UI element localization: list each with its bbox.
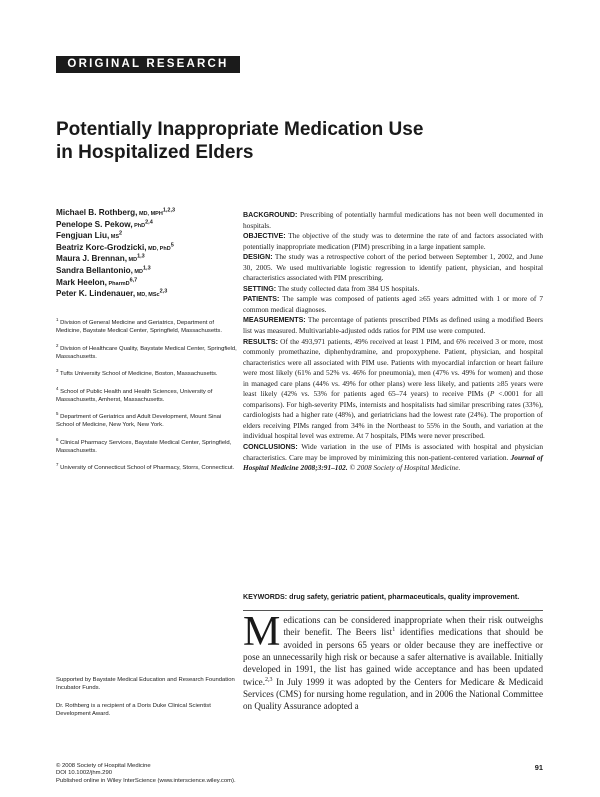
funding-notes — [56, 676, 238, 728]
divider — [243, 610, 543, 611]
affiliation-text: School of Public Health and Health Sciences, University of Massachusetts, Amherst, Massachusetts. — [56, 388, 213, 403]
affiliation — [56, 464, 238, 472]
affiliation — [56, 370, 238, 378]
journal-volume: 2008;3:91–102. — [298, 463, 348, 473]
affiliation — [56, 319, 238, 335]
p-value-symbol: P — [489, 389, 495, 399]
affiliation-text: Department of Geriatrics and Adult Development, Mount Sinai School of Medicine, New York, New York. — [56, 414, 222, 429]
author-degree: MD — [126, 257, 138, 264]
affiliation-text: Clinical Pharmacy Services, Baystate Medical Center, Springfield, Massachusetts. — [56, 439, 232, 454]
abstract-results — [243, 337, 543, 442]
author-name: Peter K. Lindenauer, — [56, 289, 136, 299]
author-degree: MD, MPH — [137, 211, 163, 217]
abstract-label: CONCLUSIONS: — [243, 443, 298, 452]
author-degree: MS — [109, 234, 119, 241]
author-affil-ref: 5 — [170, 242, 174, 249]
abstract-patients — [243, 294, 543, 315]
abstract-label: DESIGN: — [243, 253, 273, 262]
title-line-1: Potentially Inappropriate Medication Use — [56, 119, 424, 140]
affiliation — [56, 413, 238, 429]
abstract-text: The sample was composed of patients aged ≥65 years admitted with 1 or more of 7 common medical diagnoses. — [243, 294, 543, 314]
author-degree: MD — [132, 268, 143, 275]
author-name: Mark Heelon, — [56, 277, 107, 287]
author — [56, 289, 236, 301]
affiliation-number: 5 — [56, 411, 59, 417]
abstract-label: BACKGROUND: — [243, 211, 298, 219]
affiliation — [56, 385, 238, 404]
footer-published: Published online in Wiley InterScience (www.interscience.wiley.com). — [56, 777, 236, 784]
affiliation-text: University of Connecticut School of Pharmacy, Storrs, Connecticut. — [58, 465, 235, 472]
author-degree: MD, MSc — [135, 292, 160, 299]
author — [56, 254, 236, 266]
body-text-segment: In July 1999 it was adopted by the Centers for Medicare & Medicaid Services (CMS) for nursing home regulation, and in 2006 the National Committee on Quality Assurance adopted a — [243, 676, 543, 712]
abstract-text: The percentage of patients prescribed PIMs as defined using a modified Beers list was measured. Multivariable-adjusted odds ratios for PIM use were computed. — [243, 315, 543, 336]
author — [56, 208, 236, 220]
affiliation-text: Tufts University School of Medicine, Boston, Massachusetts. — [58, 371, 218, 378]
abstract-background — [243, 210, 543, 231]
footer-copyright: © 2008 Society of Hospital Medicine — [56, 763, 151, 769]
abstract-text: Prescribing of potentially harmful medications has not been well documented in hospitals. — [243, 210, 543, 230]
author — [56, 278, 236, 290]
affiliation — [56, 436, 238, 455]
keywords — [243, 592, 543, 602]
affiliation-number: 1 — [56, 317, 59, 323]
abstract-text: The study was a retrospective cohort of the period between September 1, 2002, and June 30, 2005. We used multivariable logistic regression to identify patient, physician, and hospital characteristics associated with PIM prescribing. — [243, 252, 543, 283]
author-affil-ref: 2,3 — [159, 288, 168, 295]
author-name: Michael B. Rothberg, — [56, 208, 138, 217]
affiliation-number: 2 — [56, 342, 59, 348]
section-banner: ORIGINAL RESEARCH — [56, 56, 240, 73]
affiliation-number: 6 — [56, 436, 59, 442]
author-name: Maura J. Brennan, — [56, 254, 127, 264]
author-affil-ref: 1,3 — [142, 265, 151, 272]
author-degree: PharmD — [106, 280, 130, 287]
abstract-conclusions — [243, 442, 543, 474]
keywords-text: drug safety, geriatric patient, pharmaceuticals, quality improvement. — [287, 593, 520, 601]
page-number: 91 — [534, 763, 543, 772]
abstract-objective — [243, 231, 543, 252]
affiliation-list — [56, 319, 238, 482]
abstract-label: RESULTS: — [243, 337, 278, 346]
title-line-2: in Hospitalized Elders — [56, 142, 254, 163]
abstract-text: Of the 493,971 patients, 49% received at least 1 PIM, and 6% received 3 or more, most commonly promethazine, diphenhydramine, and propoxyphene. Patient, physician, and hospital characteristics were all associated with PIM use. Patients with myocardial infarction or heart failure were most likely (61% and 52% vs. 46% for pneumonia), men (47% vs. 49% for women) and those in managed care plans (44% vs. 49% for other plans) were less likely, and patients ≥85 years were least likely (42% vs. 53% for patients aged 65–74 years) to receive PIMs ( — [243, 336, 543, 399]
abstract — [243, 210, 543, 474]
reference-marker: 2,3 — [264, 676, 273, 683]
author-name: Sandra Bellantonio, — [56, 265, 133, 275]
author-affil-ref: 6,7 — [129, 276, 138, 283]
author-affil-ref: 2 — [119, 230, 123, 237]
affiliation — [56, 342, 238, 361]
page-footer — [56, 763, 356, 785]
intro-paragraph — [243, 609, 543, 713]
author-name: Penelope S. Pekow, — [56, 219, 133, 229]
abstract-label: MEASUREMENTS: — [243, 316, 306, 325]
abstract-design — [243, 252, 543, 284]
abstract-setting — [243, 284, 543, 295]
abstract-measurements — [243, 315, 543, 336]
reference-marker: 1 — [392, 627, 396, 634]
author — [56, 266, 236, 278]
body-text-segment: identifies medications that should be avoided in persons 65 years or older because they are ineffective or pose an unnecessarily high risk or because a safer alternative is available. Initially developed in 1991, the list has gained wide acceptance and has been updated twice. — [243, 627, 543, 687]
author — [56, 220, 236, 232]
author — [56, 243, 236, 255]
affiliation-number: 7 — [56, 462, 59, 468]
author-degree: PhD — [132, 222, 146, 229]
affiliation-text: Division of Healthcare Quality, Baystate Medical Center, Springfield, Massachusetts. — [56, 345, 237, 360]
drop-cap: M — [243, 609, 281, 655]
abstract-text: The study collected data from 384 US hospitals. — [276, 283, 420, 293]
body-text-segment: edications can be considered inappropriate when their risk outweighs their benefit. The Beers list — [283, 615, 543, 638]
affiliation-number: 4 — [56, 385, 59, 391]
copyright-note: © 2008 Society of Hospital Medicine. — [347, 463, 461, 473]
abstract-text: Wide variation in the use of PIMs is associated with hospital and physician characteristics. Care may be improved by minimizing this non-patient-centered variation. — [243, 442, 543, 462]
article-title — [56, 118, 556, 164]
abstract-text: The objective of the study was to determine the rate of and factors associated with potentially inappropriate medication (PIM) prescribing in a large inpatient sample. — [243, 231, 543, 251]
author-name: Beatriz Korc-Grodzicki, — [56, 242, 147, 252]
funding-note: Supported by Baystate Medical Education and Research Foundation Incubator Funds. — [56, 677, 235, 692]
author — [56, 231, 236, 243]
author-affil-ref: 2,4 — [145, 218, 153, 225]
author-affil-ref: 1,3 — [137, 253, 145, 260]
affiliation-number: 3 — [56, 368, 59, 374]
abstract-label: SETTING: — [243, 284, 277, 293]
author-name: Fengjuan Liu, — [56, 231, 110, 241]
footer-doi: DOI 10.1002/jhm.290 — [56, 770, 112, 777]
author-list — [56, 208, 236, 301]
affiliation-text: Division of General Medicine and Geriatrics, Department of Medicine, Baystate Medical Center, Springfield, Massachusetts. — [56, 320, 222, 335]
keywords-label: KEYWORDS: — [243, 593, 288, 601]
body-text — [243, 609, 543, 713]
journal-name: Journal of Hospital Medicine — [243, 452, 543, 473]
author-degree: MD, PhD — [146, 245, 171, 252]
award-note: Dr. Rothberg is a recipient of a Doris Duke Clinical Scientist Development Award. — [56, 702, 211, 717]
abstract-label: OBJECTIVE: — [243, 232, 286, 241]
abstract-label: PATIENTS: — [243, 295, 280, 304]
author-affil-ref: 1,2,3 — [162, 207, 176, 214]
abstract-text: <.0001 for all comparisons). For high-severity PIMs, internists and hospitalists had similar prescribing rates (33%), cardiologists had a higher rate (48%), and geriatricians had the lowest rate (24%). The proportion of elders receiving PIMs ranged from 34% in the Northeast to 55% in the South, and variation at the individual hospital level was extreme. At 7 hospitals, PIMs were never prescribed. — [243, 389, 544, 441]
